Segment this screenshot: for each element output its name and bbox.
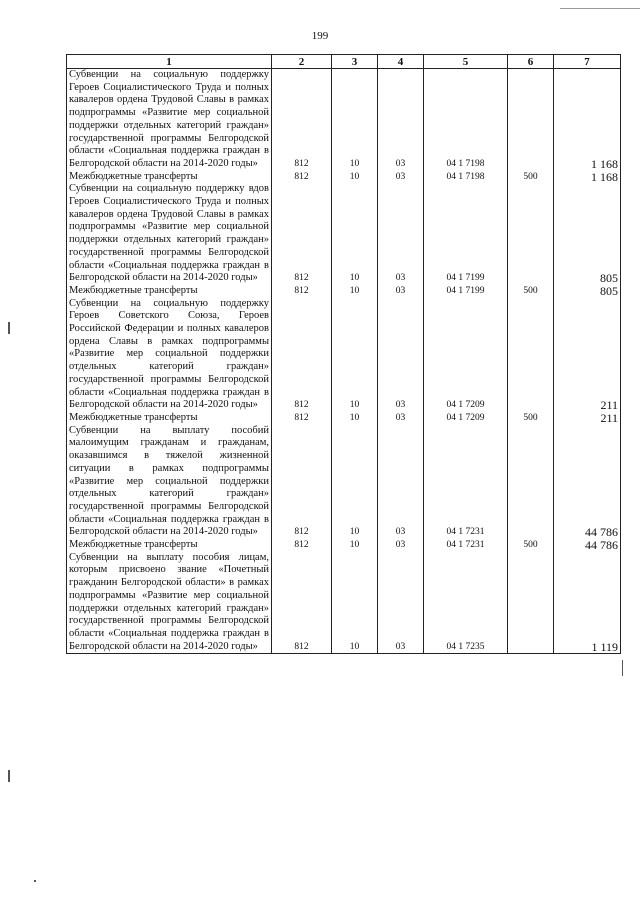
row-section: 10 — [332, 425, 378, 539]
row-target: 04 1 7198 — [424, 171, 508, 184]
row-target: 04 1 7235 — [424, 552, 508, 654]
header-cell: 4 — [378, 55, 424, 69]
table-row — [67, 285, 621, 298]
margin-scan-mark — [34, 880, 36, 882]
row-section: 10 — [332, 539, 378, 552]
row-expense-type — [508, 298, 554, 412]
row-section: 10 — [332, 285, 378, 298]
table-row — [67, 552, 621, 654]
row-target: 04 1 7199 — [424, 285, 508, 298]
row-amount: 44 786 — [554, 425, 621, 539]
row-name: Межбюджетные трансферты — [67, 171, 272, 184]
header-row — [67, 55, 621, 69]
row-section: 10 — [332, 298, 378, 412]
row-subsection: 03 — [378, 425, 424, 539]
row-ministry: 812 — [272, 69, 332, 171]
row-name: Межбюджетные трансферты — [67, 412, 272, 425]
row-target: 04 1 7199 — [424, 183, 508, 285]
row-target: 04 1 7198 — [424, 69, 508, 171]
row-amount: 1 119 — [554, 552, 621, 654]
row-amount: 1 168 — [554, 171, 621, 184]
top-edge-rule — [560, 8, 640, 9]
table-row — [67, 298, 621, 412]
row-ministry: 812 — [272, 425, 332, 539]
row-subsection: 03 — [378, 539, 424, 552]
table-row — [67, 171, 621, 184]
row-target: 04 1 7209 — [424, 412, 508, 425]
row-subsection: 03 — [378, 412, 424, 425]
row-amount: 211 — [554, 298, 621, 412]
row-ministry: 812 — [272, 285, 332, 298]
row-amount: 211 — [554, 412, 621, 425]
row-amount: 805 — [554, 285, 621, 298]
row-amount: 1 168 — [554, 69, 621, 171]
table-row — [67, 183, 621, 285]
row-section: 10 — [332, 552, 378, 654]
row-target: 04 1 7209 — [424, 298, 508, 412]
table-row — [67, 69, 621, 171]
header-cell: 3 — [332, 55, 378, 69]
row-expense-type — [508, 69, 554, 171]
budget-table — [66, 54, 621, 654]
row-name: Межбюджетные трансферты — [67, 539, 272, 552]
row-target: 04 1 7231 — [424, 539, 508, 552]
row-ministry: 812 — [272, 552, 332, 654]
row-name: Субвенции на социальную поддержку Героев Советского Союза, Героев Российской Федерации и полных кавалеров ордена Славы в рамках подпрограммы «Развитие мер социальной поддержки отдельных категорий граждан» государственной программы Белгородской области «Социальная поддержка граждан в Белгородской области на 2014-2020 годы» — [67, 298, 272, 412]
row-name: Субвенции на выплату пособий малоимущим гражданам и гражданам, оказавшимся в тяжелой жизненной ситуации в рамках подпрограммы «Развитие мер социальной поддержки отдельных категорий граждан» государственной программы Белгородской области «Социальная поддержка граждан в Белгородской области на 2014-2020 годы» — [67, 425, 272, 539]
row-expense-type — [508, 183, 554, 285]
header-cell: 1 — [67, 55, 272, 69]
row-expense-type — [508, 552, 554, 654]
row-ministry: 812 — [272, 412, 332, 425]
row-expense-type — [508, 425, 554, 539]
row-ministry: 812 — [272, 171, 332, 184]
row-expense-type: 500 — [508, 171, 554, 184]
row-subsection: 03 — [378, 171, 424, 184]
row-subsection: 03 — [378, 183, 424, 285]
row-ministry: 812 — [272, 183, 332, 285]
margin-scan-mark — [8, 322, 10, 334]
header-cell: 5 — [424, 55, 508, 69]
row-amount: 44 786 — [554, 539, 621, 552]
row-section: 10 — [332, 183, 378, 285]
row-expense-type: 500 — [508, 539, 554, 552]
row-section: 10 — [332, 412, 378, 425]
row-subsection: 03 — [378, 552, 424, 654]
margin-scan-mark — [8, 770, 10, 782]
header-cell: 7 — [554, 55, 621, 69]
row-subsection: 03 — [378, 285, 424, 298]
table-row — [67, 539, 621, 552]
row-section: 10 — [332, 171, 378, 184]
table-row — [67, 425, 621, 539]
row-section: 10 — [332, 69, 378, 171]
row-target: 04 1 7231 — [424, 425, 508, 539]
row-subsection: 03 — [378, 298, 424, 412]
page-number: 199 — [311, 30, 329, 42]
row-ministry: 812 — [272, 298, 332, 412]
row-amount: 805 — [554, 183, 621, 285]
row-subsection: 03 — [378, 69, 424, 171]
header-cell: 2 — [272, 55, 332, 69]
row-expense-type: 500 — [508, 412, 554, 425]
row-name: Межбюджетные трансферты — [67, 285, 272, 298]
table-row — [67, 412, 621, 425]
row-name: Субвенции на социальную поддержку вдов Героев Социалистического Труда и полных кавалеров ордена Трудовой Славы в рамках подпрограммы «Развитие мер социальной поддержки отдельных категорий граждан» государственной программы Белгородской области «Социальная поддержка граждан в Белгородской области на 2014-2020 годы» — [67, 183, 272, 285]
row-name: Субвенции на социальную поддержку Героев Социалистического Труда и полных кавалеров ордена Трудовой Славы в рамках подпрограммы «Развитие мер социальной поддержки отдельных категорий граждан» государственной программы Белгородской области «Социальная поддержка граждан в Белгородской области на 2014-2020 годы» — [67, 69, 272, 171]
header-cell: 6 — [508, 55, 554, 69]
row-name: Субвенции на выплату пособия лицам, которым присвоено звание «Почетный гражданин Белгородской области» в рамках подпрограммы «Развитие мер социальной поддержки отдельных категорий граждан» государственной программы Белгородской области «Социальная поддержка граждан в Белгородской области на 2014-2020 годы» — [67, 552, 272, 654]
row-ministry: 812 — [272, 539, 332, 552]
row-expense-type: 500 — [508, 285, 554, 298]
margin-scan-mark — [622, 660, 623, 676]
